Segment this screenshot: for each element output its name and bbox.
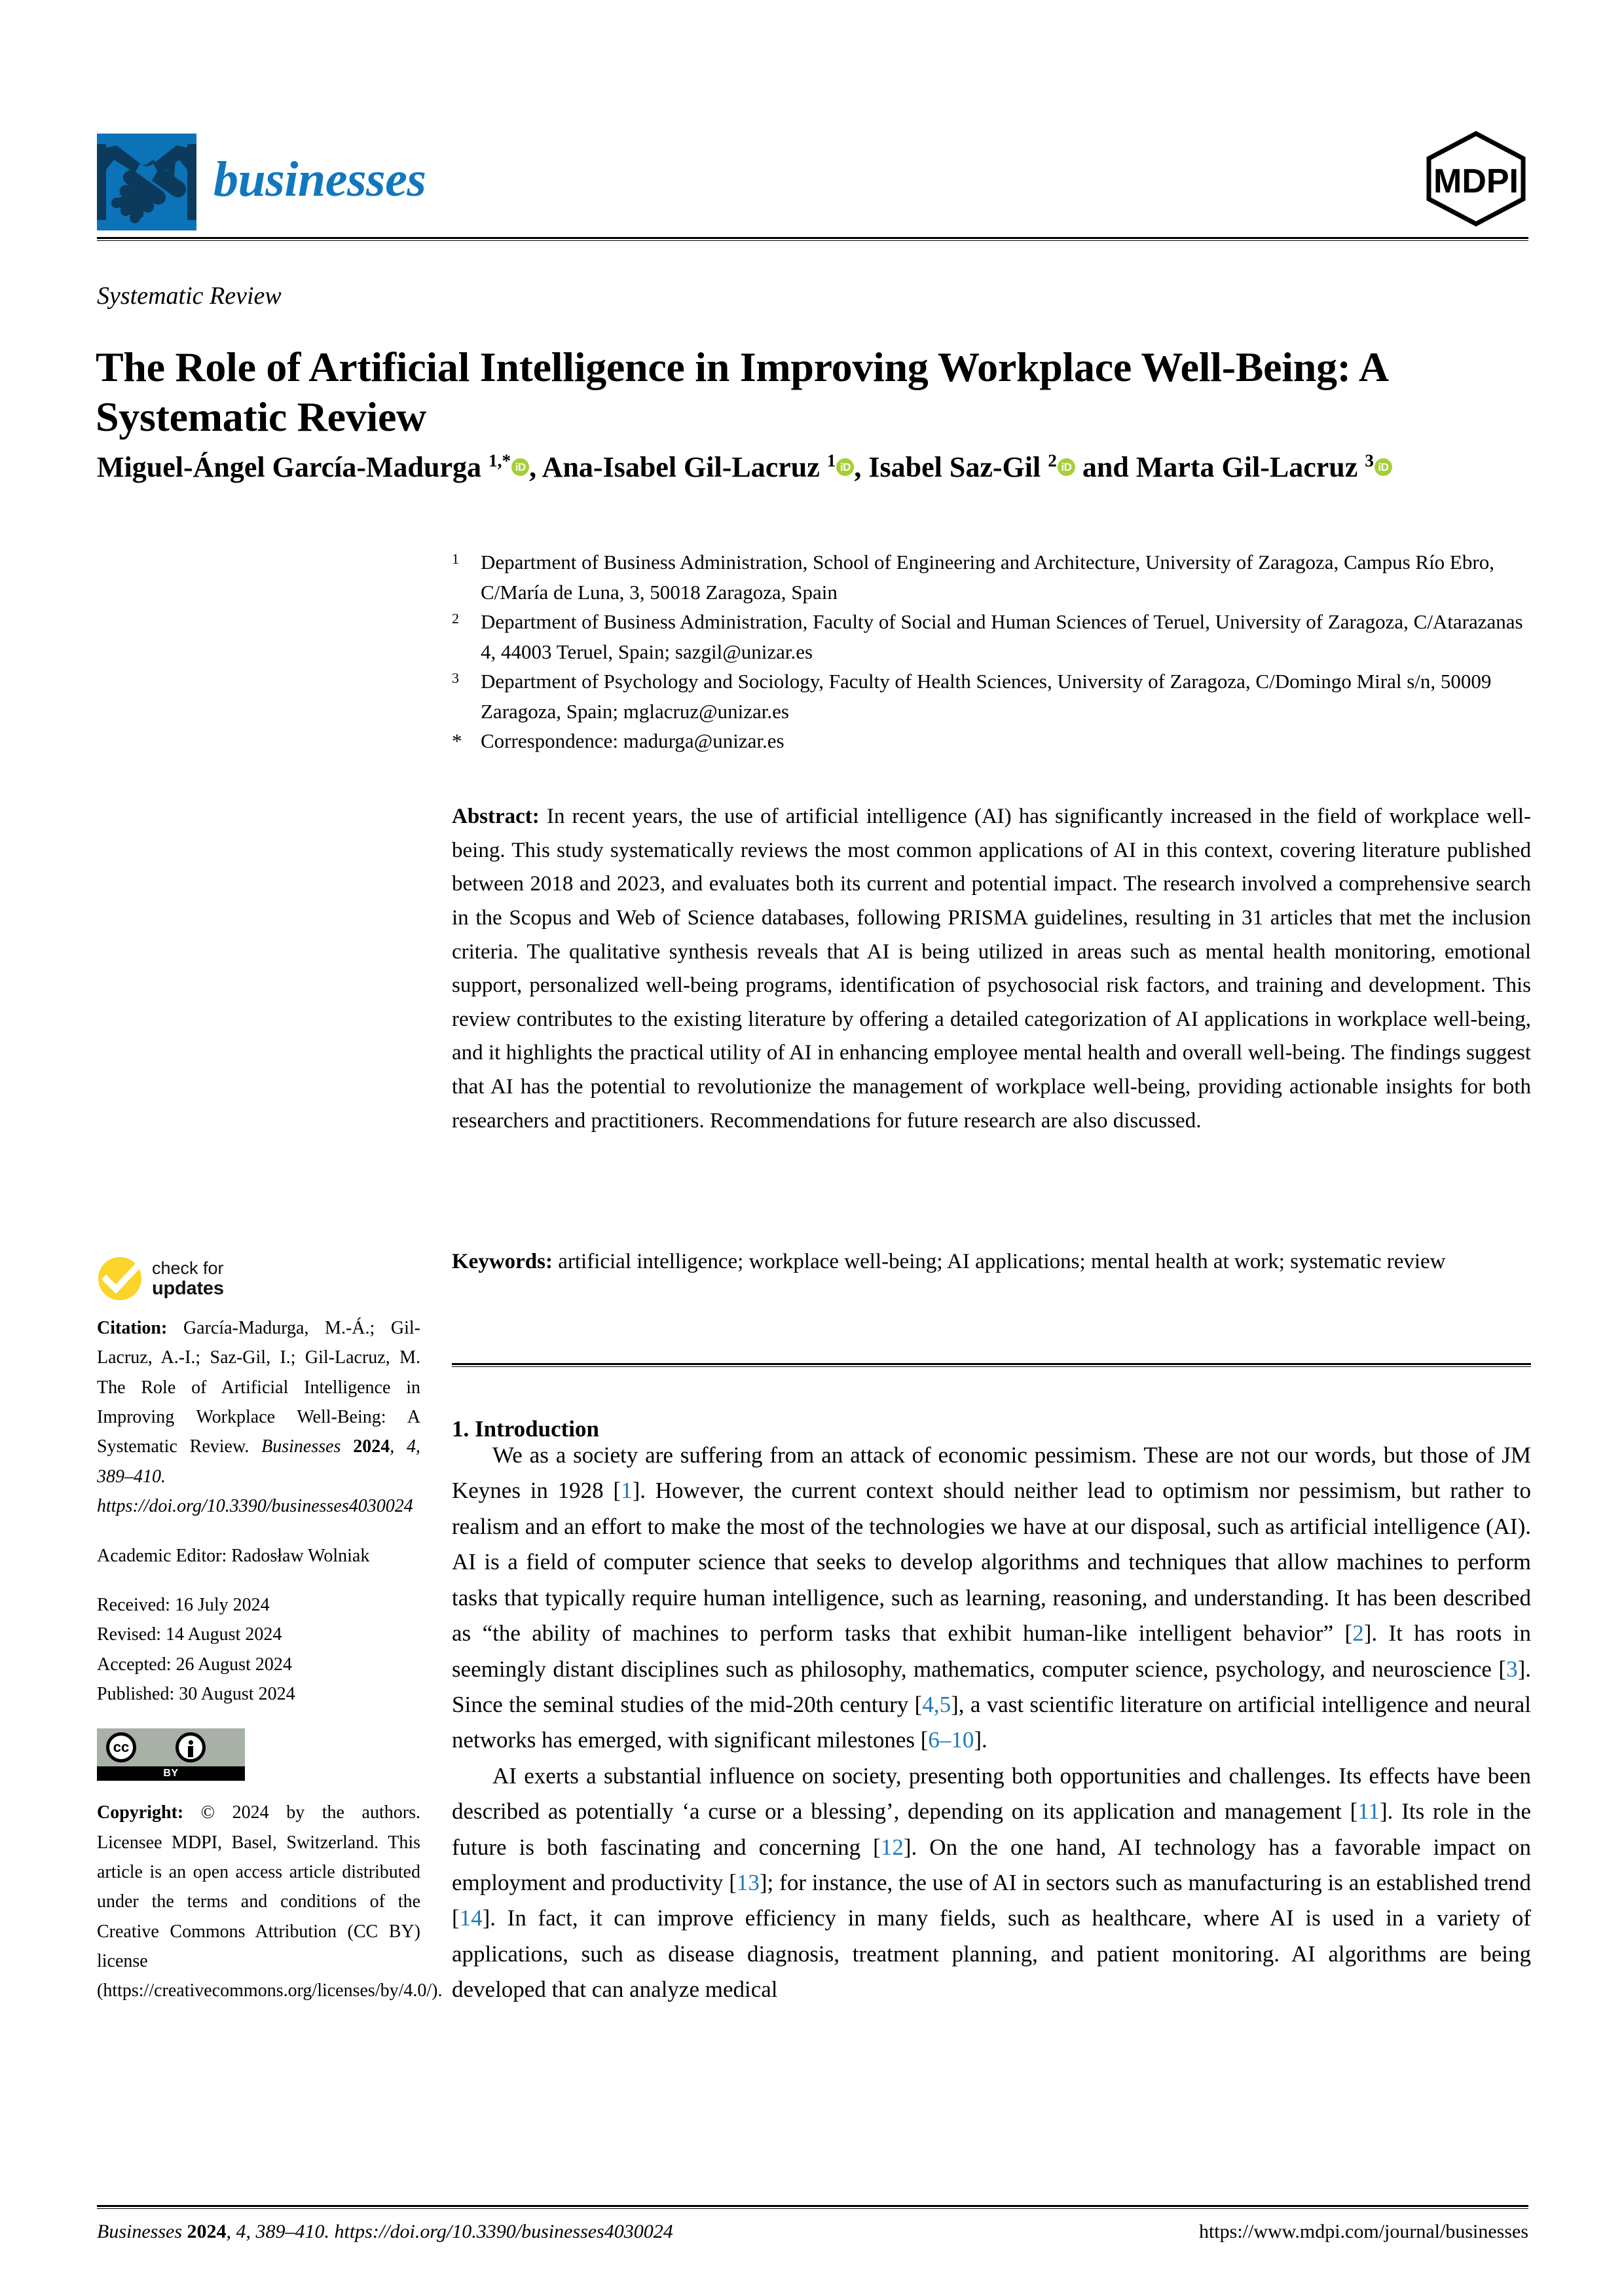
publication-date: Received: 16 July 2024	[97, 1594, 270, 1615]
cfu-line2: updates	[152, 1277, 224, 1299]
affiliation-row	[452, 666, 1532, 726]
citation-journal: Businesses	[261, 1436, 341, 1457]
body-text-run: ]; for instance, the use of AI in sectors such as manufacturing is an established trend [	[452, 1870, 1531, 1931]
affiliation-text: Department of Business Administration, School of Engineering and Architecture, University of Zaragoza, Campus Río Ebro, C/María de Luna, 3, 50018 Zaragoza, Spain	[481, 551, 1494, 604]
cc-badge-top	[97, 1728, 245, 1766]
author-separator: and	[1075, 451, 1136, 483]
by-person-icon	[175, 1732, 206, 1762]
affiliation-marker: *	[452, 729, 462, 753]
affiliation-marker: 3	[452, 670, 459, 687]
cc-icon: cc	[106, 1732, 136, 1762]
author-name: Miguel-Ángel García-Madurga	[97, 451, 489, 483]
affiliation-text: Department of Business Administration, Faculty of Social and Human Sciences of Teruel, University of Zaragoza, C/Atarazanas 4, 44003 Teruel, Spain; sazgil@unizar.es	[481, 610, 1523, 663]
author-affiliation-marker: 2	[1048, 450, 1057, 471]
svg-text:MDPI: MDPI	[1433, 162, 1519, 200]
keywords-label: Keywords:	[452, 1250, 553, 1273]
handshake-icon	[97, 134, 196, 230]
affiliation-marker: 1	[452, 551, 459, 567]
keywords-block	[452, 1245, 1531, 1279]
introduction-body	[452, 1438, 1531, 2008]
abstract-block	[452, 800, 1531, 1138]
check-for-updates-text	[152, 1258, 224, 1300]
citation-authors: García-Madurga, M.-Á.; Gil-Lacruz, A.-I.; Saz-Gil, I.; Gil-Lacruz, M. The Role of Artificial Intelligence in Improving Workplace Well-Being: A Systematic Review.	[97, 1318, 420, 1457]
footer-divider	[97, 2205, 1528, 2209]
body-text-run: ], a vast scientific literature on artificial intelligence and neural networks has emerged, with significant milestones [	[452, 1691, 1531, 1753]
copyright-label: Copyright:	[97, 1802, 184, 1823]
footer-url: https://www.mdpi.com/journal/businesses	[1198, 2221, 1528, 2242]
person-glyph	[188, 1740, 193, 1757]
mdpi-logo-icon	[1424, 130, 1528, 228]
publication-date: Published: 30 August 2024	[97, 1683, 295, 1704]
citation-link[interactable]: 1	[621, 1478, 633, 1504]
citation-link[interactable]: 14	[459, 1905, 483, 1931]
affiliation-row	[452, 547, 1532, 607]
abstract-label: Abstract:	[452, 805, 540, 828]
cc-badge-bottom: BY	[97, 1766, 245, 1781]
author-list	[97, 449, 1531, 485]
journal-logo-block	[97, 134, 426, 230]
page-footer	[97, 2221, 1528, 2243]
article-type: Systematic Review	[97, 282, 282, 310]
citation-year: 2024	[341, 1436, 390, 1457]
copyright-text: © 2024 by the authors. Licensee MDPI, Basel, Switzerland. This article is an open access article distributed under the terms and conditions of the Creative Commons Attribution (CC BY) license (https://creativecommons.org/licenses/by/4.0/).	[97, 1802, 443, 2001]
citation-link[interactable]: 2	[1352, 1620, 1364, 1647]
citation-rest: , 4, 389–410. https://doi.org/10.3390/businesses4030024	[97, 1436, 421, 1517]
section-heading-introduction: 1. Introduction	[452, 1416, 599, 1442]
body-text-run: ]. However, the current context should neither lead to optimism nor pessimism, but rather to realism and an effort to make the most of the technologies we have at our disposal, such as artificial intelligence (AI). AI is a field of computer science that seeks to develop algorithms and techniques that allow machines to perform tasks that typically require human intelligence, such as learning, reasoning, and understanding. It has been described as “the ability of machines to perform tasks that exhibit human-like intelligent behavior” [	[452, 1478, 1531, 1647]
check-circle-icon	[97, 1256, 143, 1302]
abstract-text: In recent years, the use of artificial intelligence (AI) has significantly increased in the field of workplace well-being. This study systematically reviews the most common applications of AI in this context, covering literature published between 2018 and 2023, and evaluates both its current and potential impact. The research involved a comprehensive search in the Scopus and Web of Science databases, following PRISMA guidelines, resulting in 31 articles that met the inclusion criteria. The qualitative synthesis reveals that AI is being utilized in areas such as mental health monitoring, emotional support, personalized well-being programs, identification of psychosocial risk factors, and training and development. This review contributes to the existing literature by offering a detailed categorization of AI applications in workplace well-being, and it highlights the practical utility of AI in enhancing employee mental health and overall well-being. The findings suggest that AI has the potential to revolutionize the management of workplace well-being, providing actionable insights for both researchers and practitioners. Recommendations for future research are also discussed.	[452, 805, 1531, 1133]
citation-link[interactable]: 6–10	[928, 1727, 974, 1753]
author-name: Ana-Isabel Gil-Lacruz	[542, 451, 827, 483]
citation-link[interactable]: 3	[1506, 1656, 1518, 1682]
footer-journal: Businesses	[97, 2221, 182, 2242]
affiliation-list	[452, 547, 1532, 756]
masthead	[97, 130, 1528, 238]
footer-citation	[97, 2221, 673, 2243]
keywords-text: artificial intelligence; workplace well-being; AI applications; mental health at work; systematic review	[552, 1250, 1446, 1273]
affiliation-row	[452, 607, 1532, 666]
citation-link[interactable]: 12	[880, 1834, 904, 1860]
copyright-block	[97, 1798, 443, 2006]
cc-by-license-badge[interactable]	[97, 1728, 245, 1781]
affiliation-text: Correspondence: madurga@unizar.es	[481, 729, 784, 753]
body-text-run: ].	[974, 1727, 987, 1753]
affiliation-text: Department of Psychology and Sociology, Faculty of Health Sciences, University of Zaragoza, C/Domingo Miral s/n, 50009 Zaragoza, Spain; mglacruz@unizar.es	[481, 670, 1492, 723]
author-name: Marta Gil-Lacruz	[1135, 451, 1365, 483]
body-text-run: ]. In fact, it can improve efficiency in many fields, such as healthcare, where AI is used in a variety of applications, such as disease diagnosis, treatment planning, and patient monitoring. AI algorithms are being developed that can analyze medical	[452, 1905, 1531, 2003]
body-text-run: ]. It has roots in seemingly distant disciplines such as philosophy, mathematics, computer science, psychology, and neuroscience [	[452, 1620, 1532, 1682]
orcid-icon[interactable]: iD	[836, 458, 854, 476]
page-title: The Role of Artificial Intelligence in Improving Workplace Well-Being: A Systematic Review	[96, 343, 1387, 441]
body-text-run: AI exerts a substantial influence on society, presenting both opportunities and challenges. Its effects have been described as potentially ‘a curse or a blessing’, depending on its application and management [	[452, 1762, 1531, 1825]
body-paragraph	[452, 1758, 1531, 2008]
author-separator: ,	[854, 451, 869, 483]
orcid-icon[interactable]: iD	[511, 458, 529, 476]
citation-link[interactable]: 13	[736, 1870, 760, 1896]
affiliation-marker: 2	[452, 610, 459, 627]
journal-name: businesses	[213, 152, 426, 207]
citation-label: Citation:	[97, 1318, 168, 1338]
check-for-updates-badge[interactable]	[97, 1256, 420, 1302]
author-affiliation-marker: 3	[1365, 450, 1374, 471]
body-paragraph	[452, 1438, 1531, 1758]
author-affiliation-marker: 1,*	[489, 450, 511, 471]
author-separator: ,	[529, 451, 542, 483]
body-text-run: We as a society are suffering from an attack of economic pessimism. These are not our words, but those of JM Keynes in 1928 [	[452, 1442, 1531, 1504]
footer-rest: , 4, 389–410. https://doi.org/10.3390/businesses4030024	[226, 2221, 673, 2242]
affiliation-row	[452, 726, 1532, 756]
cfu-line1: check for	[152, 1258, 224, 1278]
publication-date: Accepted: 26 August 2024	[97, 1654, 292, 1675]
citation-link[interactable]: 4,5	[922, 1691, 951, 1717]
author-affiliation-marker: 1	[826, 450, 836, 471]
sidebar	[97, 1256, 443, 2026]
orcid-icon[interactable]: iD	[1375, 458, 1392, 476]
body-text-run: ]. On the one hand, AI technology has a favorable impact on employment and productivity [	[452, 1834, 1531, 1896]
body-text-run: ]. Its role in the future is both fascinating and concerning [	[452, 1798, 1531, 1860]
academic-editor: Academic Editor: Radosław Wolniak	[97, 1545, 370, 1566]
footer-year: 2024	[182, 2221, 227, 2242]
body-text-run: ]. Since the seminal studies of the mid-20th century [	[452, 1656, 1531, 1717]
author-name: Isabel Saz-Gil	[868, 451, 1048, 483]
citation-block	[97, 1313, 420, 1522]
body-divider	[452, 1363, 1531, 1367]
publication-dates	[97, 1590, 420, 1709]
citation-link[interactable]: 11	[1357, 1798, 1380, 1825]
header-divider	[97, 237, 1528, 241]
orcid-icon[interactable]: iD	[1058, 458, 1075, 476]
publication-date: Revised: 14 August 2024	[97, 1624, 282, 1645]
